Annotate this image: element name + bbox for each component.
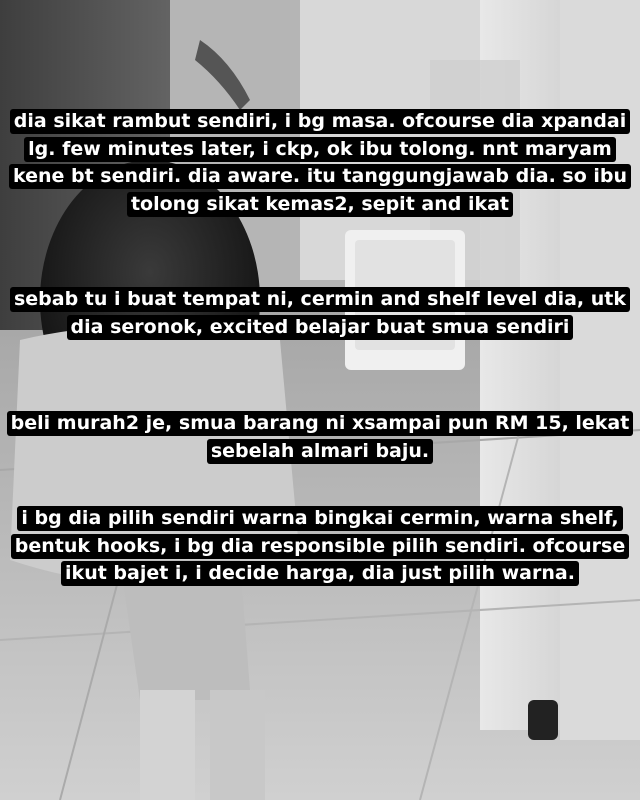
story-text-2: sebab tu i buat tempat ni, cermin and shelf level dia, utk dia seronok, excited belajar buat smua sendiri bbox=[10, 287, 630, 340]
story-text-1: dia sikat rambut sendiri, i bg masa. ofcourse dia xpandai lg. few minutes later, i ckp, ok ibu tolong. nnt maryam kene bt sendiri. dia aware. itu tanggungjawab dia. so ibu tolong sikat kemas2, sepit and ikat bbox=[9, 109, 631, 217]
story-paragraph-2 bbox=[0, 286, 640, 341]
story-paragraph-1 bbox=[0, 108, 640, 218]
story-text-4: i bg dia pilih sendiri warna bingkai cermin, warna shelf, bentuk hooks, i bg dia responsible pilih sendiri. ofcourse ikut bajet i, i decide harga, dia just pilih warna. bbox=[11, 506, 630, 586]
story-text-3: beli murah2 je, smua barang ni xsampai pun RM 15, lekat sebelah almari baju. bbox=[7, 411, 634, 464]
story-paragraph-4 bbox=[0, 505, 640, 588]
story-paragraph-3 bbox=[0, 410, 640, 465]
